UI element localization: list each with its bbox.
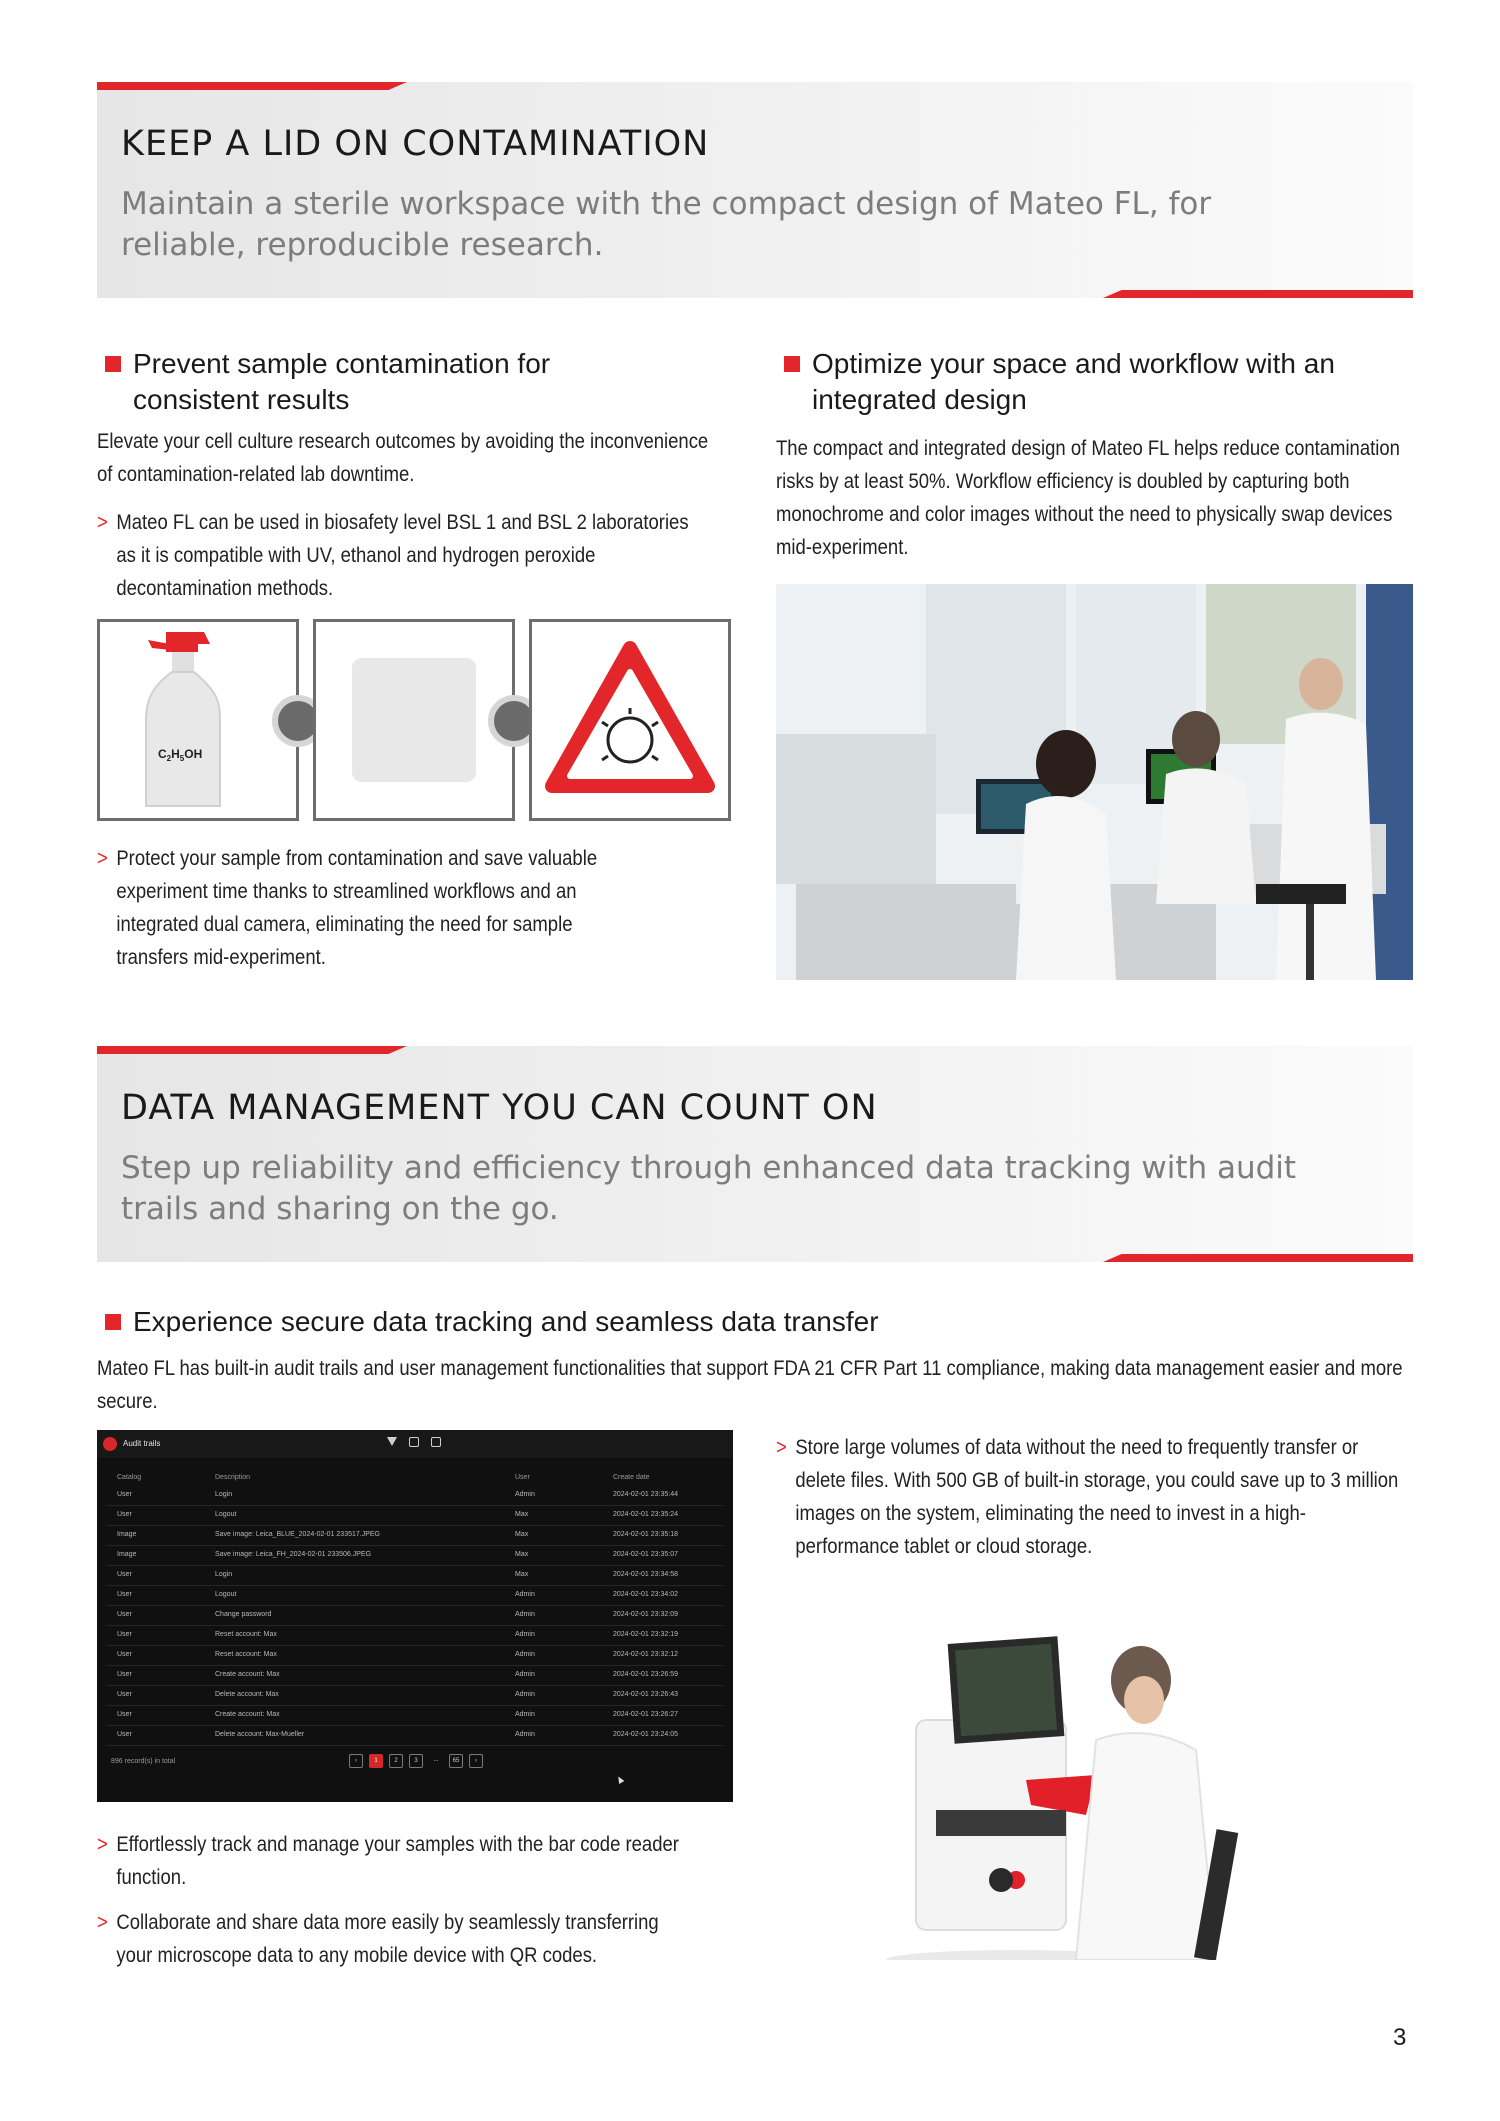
- pagination-page-3: 3: [409, 1754, 423, 1768]
- bullet-marker-icon: >: [97, 847, 108, 870]
- banner-accent-top: [97, 82, 407, 90]
- table-row: User Logout Max 2024-02-01 23:35:24: [107, 1506, 723, 1526]
- pagination-next-icon: ›: [469, 1754, 483, 1768]
- lab-scientists-photo: [776, 584, 1413, 980]
- subheading-optimize-space: Optimize your space and workflow with an integrated design: [776, 346, 1396, 418]
- spray-bottle-icon: [100, 622, 296, 818]
- table-row: Image Save image: Leica_FH_2024-02-01 233506.JPEG Max 2024-02-01 23:35:07: [107, 1546, 723, 1566]
- audit-trails-screenshot: [97, 1430, 733, 1802]
- banner-accent-bottom: [1103, 1254, 1413, 1262]
- red-square-icon: [105, 1314, 121, 1330]
- filter-icon: [387, 1437, 397, 1446]
- bullet-protect-sample: > Protect your sample from contamination and save valuable experiment time thanks to streamlined workflows and an integrated dual camera, eliminating the need for sample transfers mid-experiment.: [97, 842, 625, 974]
- bullet-marker-icon: >: [97, 1911, 108, 1934]
- col-header-catalog: Catalog: [117, 1474, 142, 1481]
- red-square-icon: [784, 356, 800, 372]
- table-row: User Reset account: Max Admin 2024-02-01 23:32:12: [107, 1646, 723, 1666]
- ethanol-bottle-icon-box: [97, 619, 299, 821]
- table-row: User Delete account: Max Admin 2024-02-01 23:26:43: [107, 1686, 723, 1706]
- table-row: User Create account: Max Admin 2024-02-01 23:26:27: [107, 1706, 723, 1726]
- table-row: Image Save image: Leica_BLUE_2024-02-01 233517.JPEG Max 2024-02-01 23:35:18: [107, 1526, 723, 1546]
- bullet-qr-codes: > Collaborate and share data more easily by seamlessly transferring your microscope data to any mobile device with QR codes.: [97, 1906, 695, 1972]
- table-row: User Logout Admin 2024-02-01 23:34:02: [107, 1586, 723, 1606]
- paragraph-compact-design: The compact and integrated design of Mateo FL helps reduce contamination risks by at least 50%. Workflow efficiency is doubled by capturing both monochrome and color images without the need to physically swap devices mid-experiment.: [776, 437, 1400, 559]
- col-header-create-date: Create date: [613, 1474, 650, 1481]
- cursor-icon: [616, 1775, 625, 1784]
- section-subtitle: Step up reliability and efficiency through enhanced data tracking with audit trails and sharing on the go.: [121, 1150, 1297, 1227]
- pagination-ellipsis: ...: [433, 1757, 439, 1763]
- delete-icon: [431, 1437, 441, 1447]
- col-header-description: Description: [215, 1474, 251, 1481]
- audit-title: Audit trails: [123, 1439, 161, 1448]
- section-banner-contamination: [97, 82, 1413, 298]
- section-title: KEEP A LID ON CONTAMINATION: [121, 124, 710, 164]
- pagination-prev-icon: ‹: [349, 1754, 363, 1768]
- svg-text:C2H5OH: $C_2H_5OH$: [158, 747, 203, 763]
- bullet-bsl: > Mateo FL can be used in biosafety level BSL 1 and BSL 2 laboratories as it is compatible with UV, ethanol and hydrogen peroxide decontamination methods.: [97, 506, 713, 605]
- table-row: User Create account: Max Admin 2024-02-01 23:26:59: [107, 1666, 723, 1686]
- paragraph-intro: Elevate your cell culture research outcomes by avoiding the inconvenience of contamination-related lab downtime.: [97, 430, 709, 486]
- back-icon: [103, 1437, 117, 1451]
- red-square-icon: [105, 356, 121, 372]
- section-subtitle: Maintain a sterile workspace with the compact design of Mateo FL, for reliable, reproducible research.: [121, 186, 1212, 263]
- col-header-user: User: [515, 1474, 530, 1481]
- export-icon: [409, 1437, 419, 1447]
- bullet-marker-icon: >: [97, 1833, 108, 1856]
- paragraph-audit-trails: Mateo FL has built-in audit trails and user management functionalities that support FDA 21 CFR Part 11 compliance, making data management easier and more secure.: [97, 1357, 1403, 1413]
- uv-warning-icon: [532, 622, 728, 818]
- bullet-storage: > Store large volumes of data without the need to frequently transfer or delete files. With 500 GB of built-in storage, you could save up to 3 million images on the system, eliminating the need to invest in a high-performance tablet or cloud storage.: [776, 1431, 1405, 1563]
- record-count: 896 record(s) in total: [111, 1758, 176, 1765]
- page-number: 3: [1393, 2024, 1407, 2051]
- pagination-page-last: 65: [449, 1754, 463, 1768]
- pagination-page-1: 1: [369, 1754, 383, 1768]
- banner-accent-bottom: [1103, 290, 1413, 298]
- microscope-scientist-photo: [776, 1630, 1341, 1960]
- hydrogen-peroxide-icon-box: [313, 619, 515, 821]
- section-banner-data-management: [97, 1046, 1413, 1262]
- table-row: User Login Max 2024-02-01 23:34:58: [107, 1566, 723, 1586]
- table-row: User Change password Admin 2024-02-01 23:32:09: [107, 1606, 723, 1626]
- subheading-data-tracking: Experience secure data tracking and seamless data transfer: [97, 1304, 1097, 1340]
- pagination-page-2: 2: [389, 1754, 403, 1768]
- subheading-prevent-contamination: Prevent sample contamination for consistent results: [97, 346, 657, 418]
- bullet-marker-icon: >: [97, 511, 108, 534]
- table-row: User Delete account: Max-Mueller Admin 2024-02-01 23:24:05: [107, 1726, 723, 1746]
- table-row: User Reset account: Max Admin 2024-02-01 23:32:19: [107, 1626, 723, 1646]
- uv-warning-icon-box: [529, 619, 731, 821]
- section-title: DATA MANAGEMENT YOU CAN COUNT ON: [121, 1088, 878, 1128]
- bullet-barcode: > Effortlessly track and manage your samples with the bar code reader function.: [97, 1828, 695, 1894]
- bullet-marker-icon: >: [776, 1436, 787, 1459]
- h2o2-tile: [352, 658, 476, 782]
- banner-accent-top: [97, 1046, 407, 1054]
- table-row: User Login Admin 2024-02-01 23:35:44: [107, 1486, 723, 1506]
